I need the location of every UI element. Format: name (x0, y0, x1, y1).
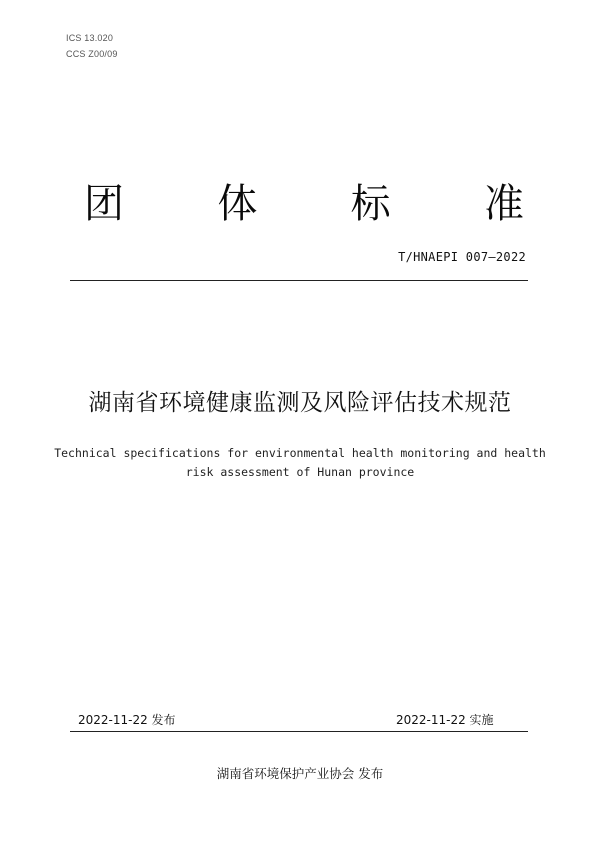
document-title-english (40, 444, 560, 482)
english-title-line: Technical specifications for environmental health monitoring and health (54, 446, 546, 460)
standard-type-char: 标 (350, 181, 391, 227)
standard-type-char: 团 (84, 181, 124, 227)
english-title-line: risk assessment of Hunan province (185, 465, 415, 479)
standard-type-char: 体 (217, 181, 258, 227)
classification-codes (66, 30, 118, 62)
document-title-chinese: 湖南省环境健康监测及风险评估技术规范 (88, 390, 512, 416)
standard-number: T/HNAEPI 007—2022 (398, 250, 526, 264)
implementation-date: 2022-11-22 实施 (396, 713, 494, 727)
standard-type-heading (84, 180, 524, 228)
top-divider (70, 280, 528, 281)
ics-code: ICS 13.020 (66, 33, 114, 43)
release-date: 2022-11-22 发布 (78, 713, 176, 727)
standard-type-char: 准 (483, 181, 524, 227)
bottom-divider (70, 731, 528, 732)
ccs-code: CCS Z00/09 (66, 49, 118, 59)
publisher-line: 湖南省环境保护产业协会 发布 (216, 766, 384, 781)
